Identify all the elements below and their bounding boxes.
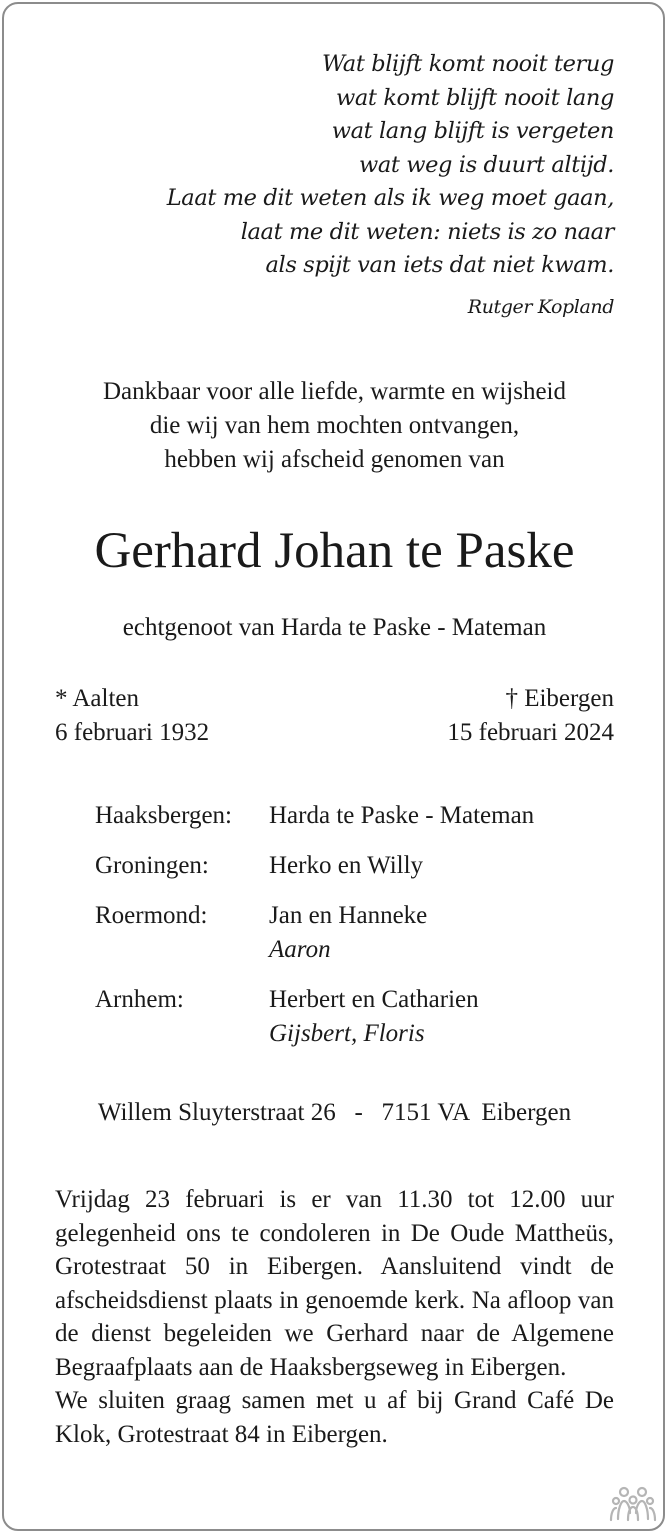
poem-author: Rutger Kopland [467, 296, 614, 318]
intro-line: hebben wij afscheid genomen van [164, 446, 505, 473]
poem-line: Laat me dit weten als ik weg moet gaan, [166, 185, 614, 211]
family-city: Haaksbergen: [95, 802, 232, 829]
poem-line: wat weg is duurt altijd. [358, 151, 614, 178]
poem [167, 48, 614, 283]
poem-line: wat komt blijft nooit lang [336, 84, 614, 111]
people-group-icon [609, 1483, 657, 1523]
death-place: † Eibergen [505, 685, 614, 712]
intro-line: Dankbaar voor alle liefde, warmte en wijsheid [102, 378, 566, 405]
service-details [55, 1183, 614, 1451]
address: Willem Sluyterstraat 26 - 7151 VA Eibergen [97, 1099, 572, 1126]
poem-line: Wat blijft komt nooit terug [322, 51, 614, 77]
service-paragraph: We sluiten graag samen met u af bij Grand Café De Klok, Grotestraat 84 in Eibergen. [55, 1387, 614, 1448]
intro-text [0, 375, 669, 477]
deceased-name: Gerhard Johan te Paske [94, 523, 575, 579]
death-date: 15 februari 2024 [447, 719, 614, 746]
spouse-line: echtgenoot van Harda te Paske - Mateman [122, 614, 547, 641]
family-row [95, 799, 534, 833]
birth-info [55, 682, 209, 750]
poem-line: laat me dit weten: niets is zo naar [240, 218, 614, 245]
family-names: Herko en Willy [269, 852, 424, 879]
death-info [447, 682, 614, 750]
intro-line: die wij van hem mochten ontvangen, [149, 412, 520, 439]
family-grandchildren: Aaron [269, 936, 331, 963]
family-names: Herbert en Catharien [269, 986, 479, 1013]
family-city: Roermond: [95, 902, 208, 929]
family-grandchildren: Gijsbert, Floris [269, 1020, 425, 1047]
family-list [95, 799, 534, 1067]
family-row [95, 983, 534, 1051]
family-city: Groningen: [95, 852, 209, 879]
birth-date: 6 februari 1932 [55, 719, 210, 746]
family-row [95, 899, 534, 967]
poem-line: als spijt van iets dat niet kwam. [265, 252, 614, 278]
service-paragraph: Vrijdag 23 februari is er van 11.30 tot 12.00 uur gelegenheid ons te condoleren in De Oude Mattheüs, Grotestraat 50 in Eibergen. Aansluitend vindt de afscheidsdienst plaats in genoemde kerk. Na afloop van de dienst begeleiden we Gerhard naar de Algemene Begraafplaats aan de Haaksbergseweg in Eibergen. [55, 1186, 614, 1381]
family-city: Arnhem: [95, 986, 184, 1013]
family-names: Jan en Hanneke [269, 902, 428, 929]
birth-place: * Aalten [55, 685, 140, 712]
poem-line: wat lang blijft is vergeten [331, 118, 614, 144]
family-row [95, 849, 534, 883]
family-names: Harda te Paske - Mateman [269, 802, 535, 829]
